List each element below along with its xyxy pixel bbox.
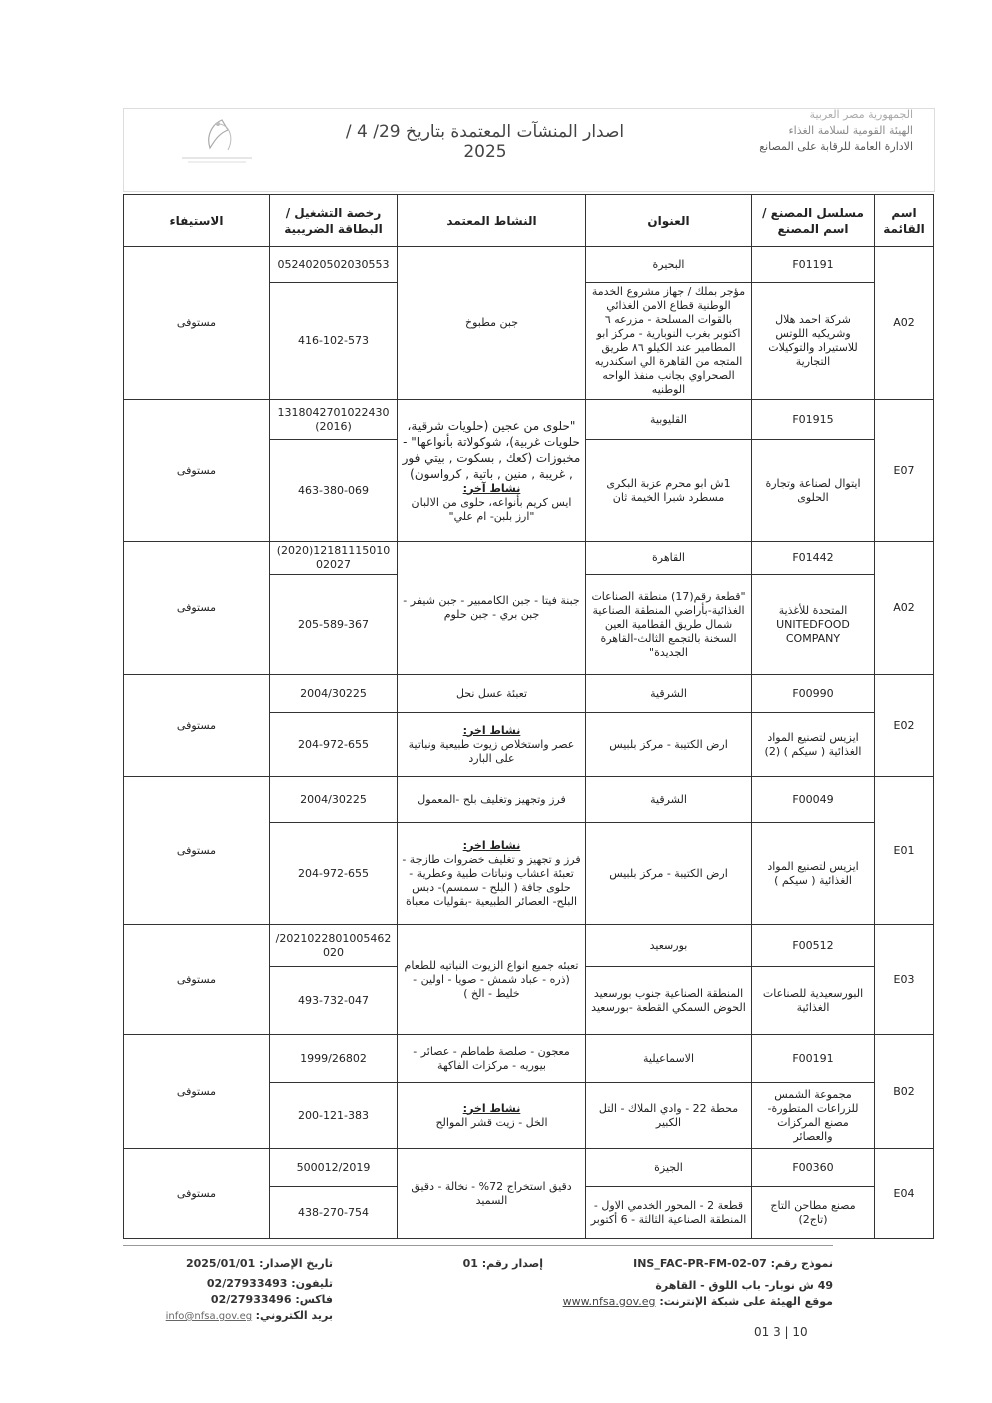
website-line	[563, 1295, 833, 1308]
license-cell: 2004/30225	[270, 777, 398, 823]
factory-name-cell: ايزيس لتصنيع المواد الغذائية ( سيكم )	[752, 823, 875, 925]
license-cell: 500012/2019	[270, 1149, 398, 1187]
issue-date: تاريخ الإصدار: 2025/01/01	[185, 1257, 333, 1270]
activity-extra-label: نشاط اخر:	[462, 838, 521, 852]
address-cell: المنطقة الصناعية جنوب بورسعيد الحوض السمكي القطعة -بورسعيد	[586, 967, 752, 1035]
org-block	[683, 107, 913, 155]
address-cell: محطة 22 - وادي الملاك - التل الكبير	[586, 1083, 752, 1149]
activity-main: جبنة فيتا - جبن الكاممبير - جبن شيفر - جبن بري - جبن حلوم	[403, 594, 580, 621]
footer-divider	[123, 1245, 833, 1246]
activity-main-cell: فرز وتجهيز وتغليف بلح -المعمول	[398, 777, 586, 823]
activity-extra-label: نشاط آخر:	[462, 481, 521, 495]
list-cell: A02	[875, 247, 934, 400]
email-label: بريد الكتروني:	[255, 1309, 333, 1322]
form-number: نموذج رقم: INS_FAC-PR-FM-02-07	[633, 1257, 833, 1270]
activity-extra-cell	[398, 713, 586, 777]
factory-name-cell: مجموعة الشمس للزراعات المتطورة- مصنع المركزات والعصائر	[752, 1083, 875, 1149]
factory-name-cell: ايزيس لتصنيع المواد الغذائية ( سيكم ) (2)	[752, 713, 875, 777]
serial-cell: F01191	[752, 247, 875, 283]
issue-number: إصدار رقم: 01	[462, 1257, 543, 1270]
governorate-cell: القليوبية	[586, 400, 752, 440]
activity-extra-cell	[398, 823, 586, 925]
email-line	[166, 1309, 333, 1322]
header-list-name: اسم القائمة	[875, 195, 934, 247]
activity-extra: ايس كريم بأنواعه، حلوى من الالبان "ارز بلبن- ام علي"	[411, 495, 572, 523]
status-cell: مستوفى	[124, 542, 270, 675]
serial-cell: F00512	[752, 925, 875, 967]
serial-cell: F00049	[752, 777, 875, 823]
address-cell: 1ش ابو محرم عزبة البكرى مسطرد شبرا الخيمة ثان	[586, 440, 752, 542]
license-cell: /2021022801005462020	[270, 925, 398, 967]
activity-main: تعبئه جميع انواع الزيوت النباتيه للطعام (ذره - عباد شمش - صويا - اولين - خليط - الخ )	[404, 958, 579, 1000]
header-address: العنوان	[586, 195, 752, 247]
header-activity: النشاط المعتمد	[398, 195, 586, 247]
activity-cell	[398, 400, 586, 542]
list-cell: B02	[875, 1035, 934, 1149]
list-cell: E04	[875, 1149, 934, 1239]
activity-cell	[398, 1149, 586, 1239]
factory-name-cell: شركة احمد هلال وشريكيه اللوتس للاستيراد والتوكيلات التجارية	[752, 283, 875, 400]
status-cell: مستوفى	[124, 777, 270, 925]
header-license: رخصة التشغيل / البطاقة الضريبية	[270, 195, 398, 247]
address-cell: قطعة 2 - المحور الخدمي الاول - المنطقة الصناعية الثالثة - 6 أكتوبر	[586, 1187, 752, 1239]
factory-name-cell: البورسعيدية للصناعات الغذائية	[752, 967, 875, 1035]
table-row	[124, 1035, 934, 1083]
activity-extra: فرز و تجهيز و تغليف خضروات طازجة - تعبئة اعشاب ونباتات طبية وعطرية - حلوى جافة ( البلح - سمسم)- دبس البلح- العصائر الطبيعية -بقوليات معباة	[402, 852, 581, 908]
table-row	[124, 675, 934, 713]
activity-main-cell: تعبئة عسل نحل	[398, 675, 586, 713]
factory-name-cell: ايتوال لصناعة وتجارة الحلوى	[752, 440, 875, 542]
serial-cell: F00360	[752, 1149, 875, 1187]
governorate-cell: الشرقية	[586, 777, 752, 823]
factory-name-cell: المتحدة للأغذية UNITEDFOOD COMPANY	[752, 575, 875, 675]
serial-cell: F00191	[752, 1035, 875, 1083]
status-cell: مستوفى	[124, 247, 270, 400]
tax-cell: 438-270-754	[270, 1187, 398, 1239]
org-line-3: الادارة العامة للرقابة على المصانع	[759, 140, 913, 153]
table-row	[124, 925, 934, 967]
status-cell: مستوفى	[124, 400, 270, 542]
address-cell: ارض الكتيبة - مركز بلبيس	[586, 713, 752, 777]
activity-main: جبن مطبوخ	[464, 316, 518, 329]
org-line-2: الهيئة القومية لسلامة الغذاء	[788, 124, 913, 137]
activity-extra-cell	[398, 1083, 586, 1149]
address-cell: "قطعة رقم(17) منطقة الصناعات الغذائية-بأراضي المنطقة الصناعية شمال طريق القطامية العين السخنة بالتجمع الثالث-القاهرة الجديدة"	[586, 575, 752, 675]
table-row	[124, 777, 934, 823]
website-label: موقع الهيئة على شبكة الإنترنت:	[659, 1295, 833, 1308]
activity-extra: عصر واستخلاص زيوت طبيعية ونباتية على البارد	[408, 737, 575, 765]
tax-cell: 205-589-367	[270, 575, 398, 675]
email-link[interactable]: info@nfsa.gov.eg	[165, 1311, 253, 1322]
license-cell: 2004/30225	[270, 675, 398, 713]
activity-cell	[398, 542, 586, 675]
fax-line: فاكس: 02/27933496	[210, 1293, 333, 1306]
page-title: اصدار المنشآت المعتمدة بتاريخ 29/ 4 / 2025	[345, 122, 625, 162]
governorate-cell: القاهرة	[586, 542, 752, 575]
address-cell: ارض الكتيبة - مركز بلبيس	[586, 823, 752, 925]
header-status: الاستيفاء	[124, 195, 270, 247]
list-cell: A02	[875, 542, 934, 675]
factory-name-cell: مصنع مطاحن التاج (تاج2)	[752, 1187, 875, 1239]
list-cell: E07	[875, 400, 934, 542]
governorate-cell: البحيرة	[586, 247, 752, 283]
tax-cell: 463-380-069	[270, 440, 398, 542]
facilities-table	[123, 194, 934, 1239]
table-row	[124, 542, 934, 575]
tax-cell: 204-972-655	[270, 713, 398, 777]
nfsa-logo-icon	[172, 112, 262, 168]
governorate-cell: الجيزة	[586, 1149, 752, 1187]
activity-cell	[398, 247, 586, 400]
list-cell: E01	[875, 777, 934, 925]
activity-extra-label: نشاط اخر:	[462, 723, 521, 737]
tax-cell: 200-121-383	[270, 1083, 398, 1149]
address-cell: مؤجر بملك / جهاز مشروع الخدمة الوطنية قطاع الامن الغذائي بالقوات المسلحة - مزرعه ٦ اكتوبر بغرب النوبارية - مركز ابو المطامير عند الكيلو ٨٦ طريق المتجه من القاهرة الي اسكندريه الصحراوي بجانب منفذ الواحه الوطنيه	[586, 283, 752, 400]
status-cell: مستوفى	[124, 925, 270, 1035]
activity-main: دقيق استخراج 72% - نخالة - دقيق السميد	[411, 1179, 572, 1207]
address-line: 49 ش نوبار- باب اللوق - القاهرة	[655, 1279, 833, 1292]
license-cell: 1999/26802	[270, 1035, 398, 1083]
serial-cell: F01442	[752, 542, 875, 575]
governorate-cell: بورسعيد	[586, 925, 752, 967]
activity-extra: الخل - زيت قشر الموالح	[435, 1115, 548, 1129]
table-row	[124, 1149, 934, 1187]
license-cell: 1318042701022430(2016)	[270, 400, 398, 440]
license-cell: (2020)1218111501002027	[270, 542, 398, 575]
phone-line: تليفون: 02/27933493	[206, 1277, 333, 1290]
activity-main: "حلوى من عجين (حلويات شرقية، حلويات غربية)، شوكولاتة بأنواعها" - مخبوزات (كعك , بسكوت , بيتي فور , غريبة , منين , باتية , كرواسون)	[402, 418, 581, 481]
governorate-cell: الشرقية	[586, 675, 752, 713]
license-cell: 0524020502030553	[270, 247, 398, 283]
tax-cell: 416-102-573	[270, 283, 398, 400]
tax-cell: 204-972-655	[270, 823, 398, 925]
org-line-1: الجمهورية مصر العربية	[809, 108, 913, 121]
activity-extra-label: نشاط اخر:	[462, 1101, 521, 1115]
governorate-cell: الاسماعيلية	[586, 1035, 752, 1083]
status-cell: مستوفى	[124, 675, 270, 777]
status-cell: مستوفى	[124, 1035, 270, 1149]
list-cell: E03	[875, 925, 934, 1035]
activity-main-cell: معجون - صلصة طماطم - عصائر - بيوريه - مركزات الفاكهة	[398, 1035, 586, 1083]
list-cell: E02	[875, 675, 934, 777]
status-cell: مستوفى	[124, 1149, 270, 1239]
serial-cell: F01915	[752, 400, 875, 440]
table-row	[124, 247, 934, 283]
tax-cell: 493-732-047	[270, 967, 398, 1035]
serial-cell: F00990	[752, 675, 875, 713]
activity-cell	[398, 925, 586, 1035]
page-number: 01 3 | 10	[754, 1325, 808, 1339]
table-header-row	[124, 195, 934, 247]
website-link[interactable]: www.nfsa.gov.eg	[562, 1295, 656, 1308]
header-factory: مسلسل المصنع / اسم المصنع	[752, 195, 875, 247]
footer	[123, 1253, 833, 1333]
table-row	[124, 400, 934, 440]
